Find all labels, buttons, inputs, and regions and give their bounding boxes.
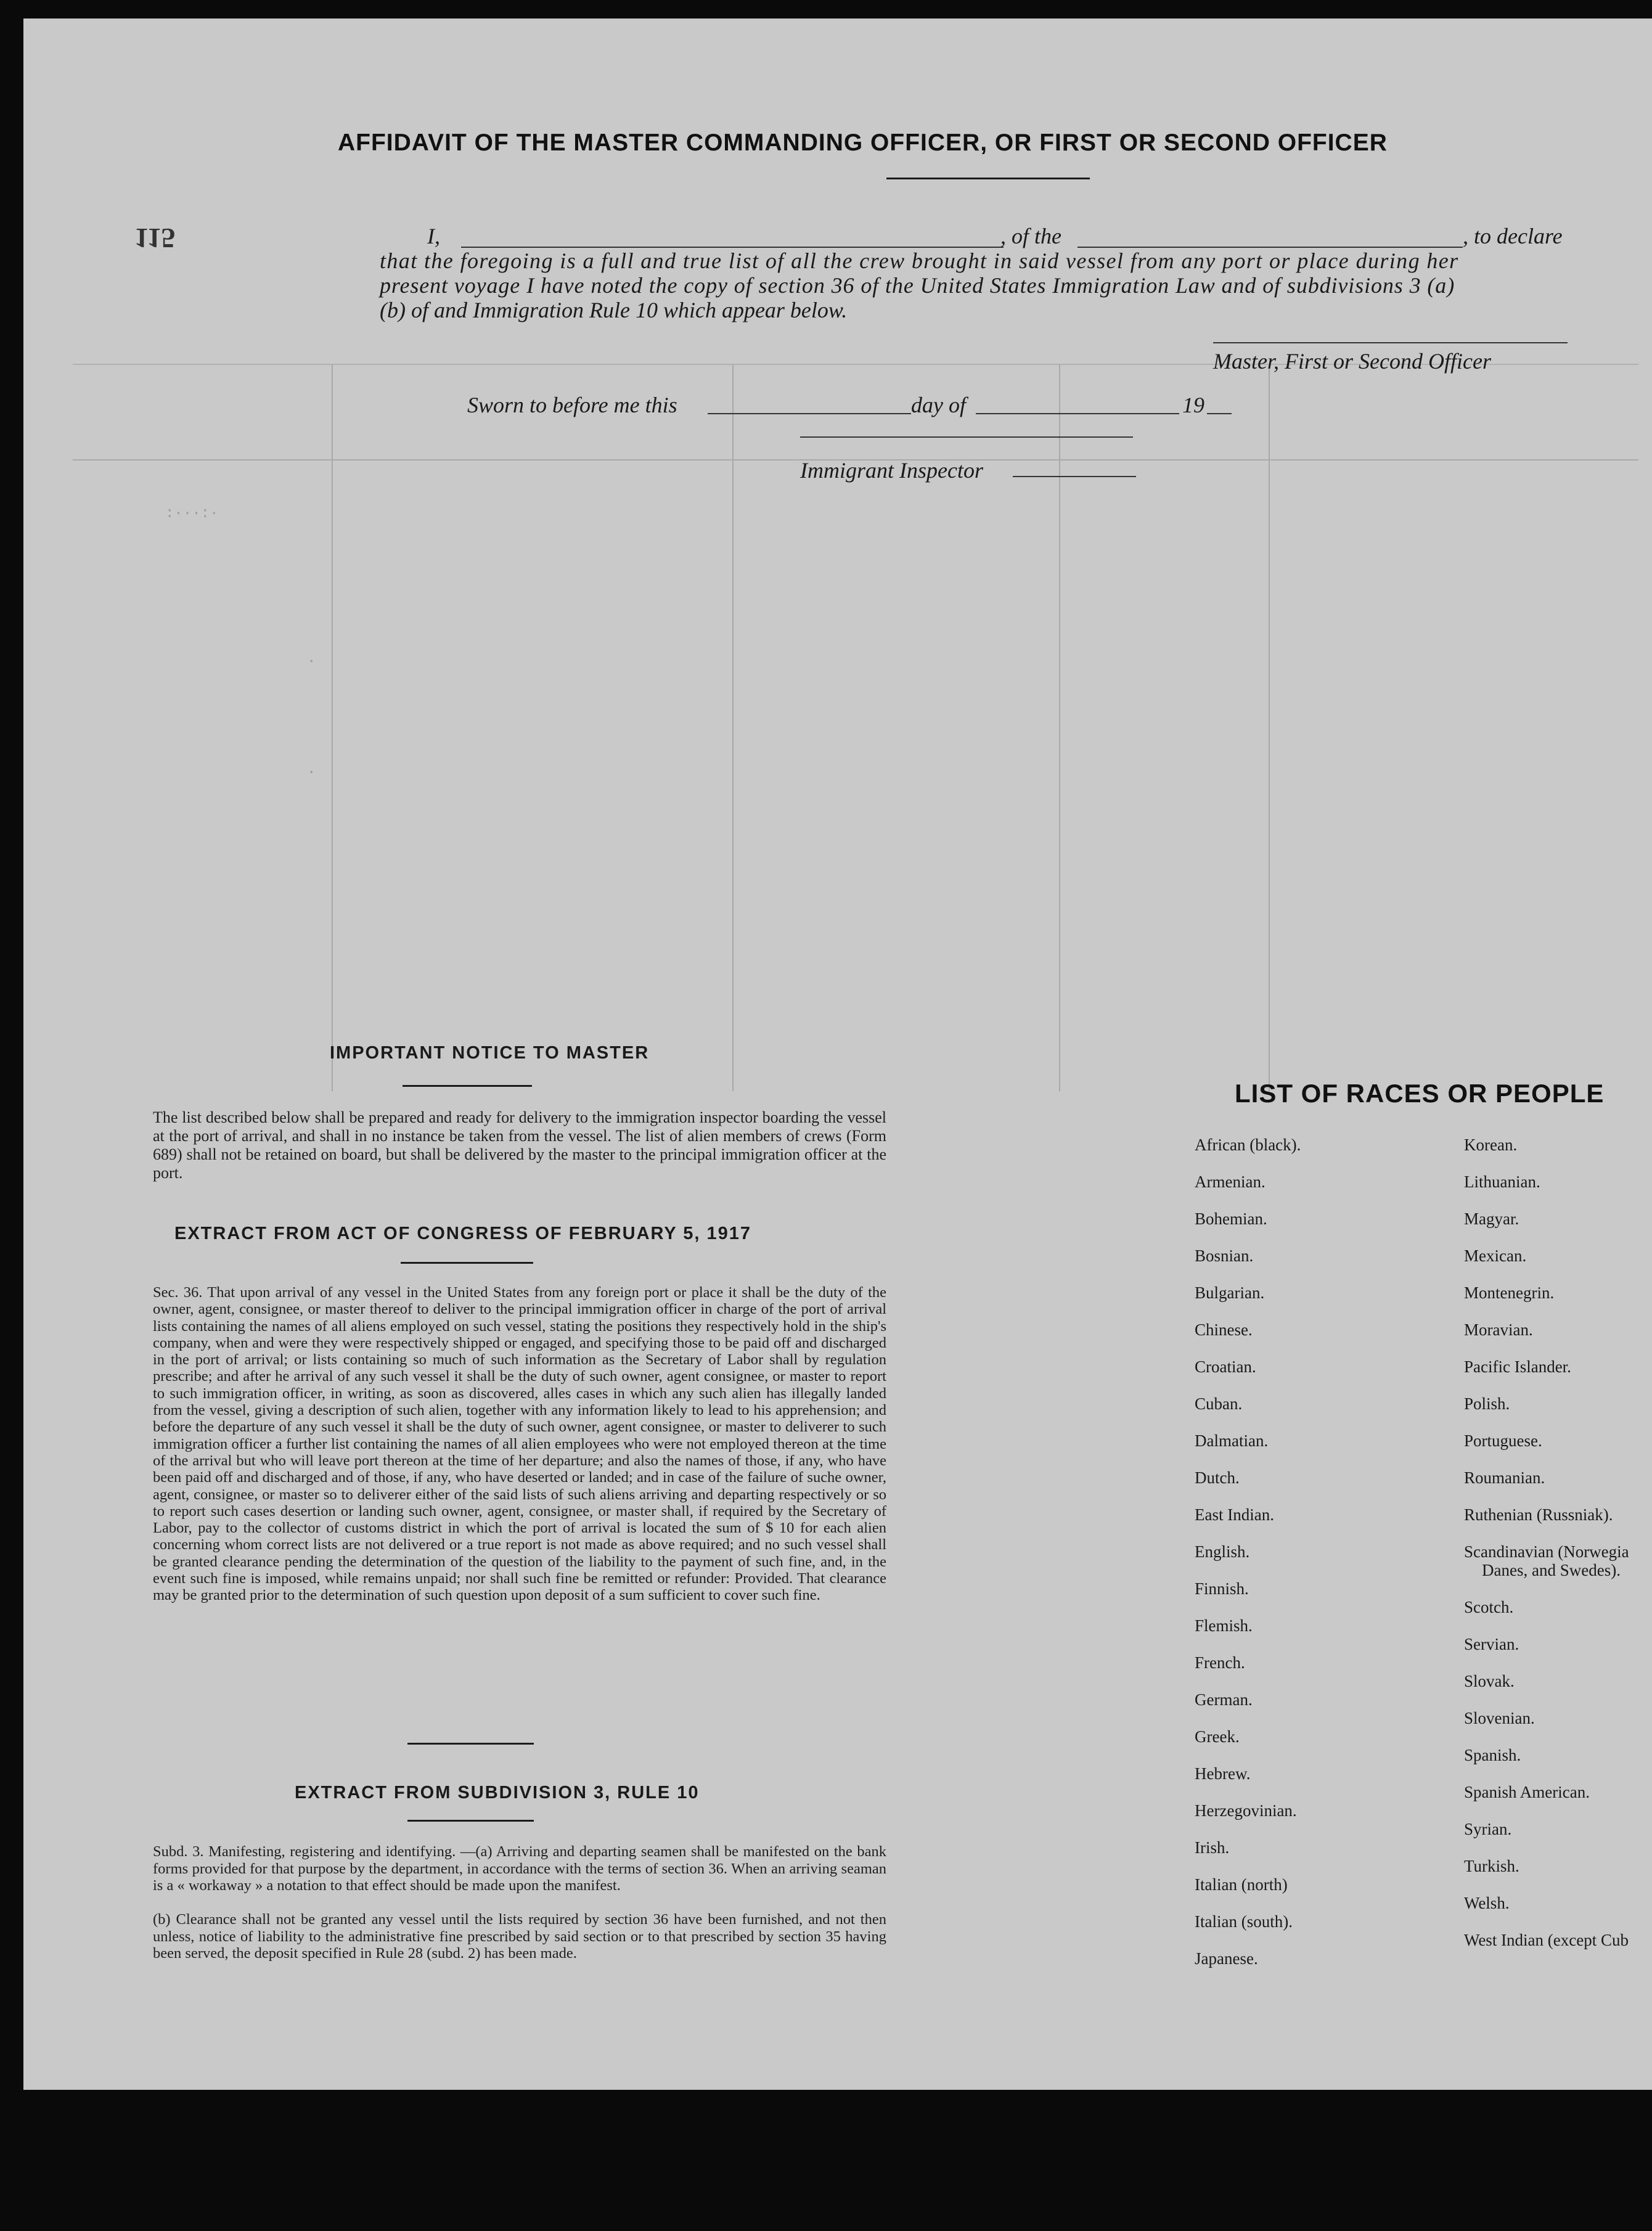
master-label: Master, First or Second Officer (1213, 349, 1491, 374)
race-item: Japanese. (1195, 1949, 1258, 1968)
race-item: Spanish American. (1464, 1783, 1590, 1801)
subdivision-text-a: Subd. 3. Manifesting, registering and identifying. —(a) Arriving and departing seamen shall be manifested on the bank forms provided for that purpose by the department, in accordance with the terms of section 36. When an arriving seaman is a « workaway » a notation to that effect should be made upon the manifest. (153, 1843, 886, 1894)
race-item: Moravian. (1464, 1320, 1533, 1339)
act-text: Sec. 36. That upon arrival of any vessel in the United States from any foreign port or place it shall be the duty of the owner, agent, consignee, or master thereof to deliver to the principal immigration officer in charge of the port of arrival lists containing the names of all aliens employed on such vessel, stating the positions they respectively hold in the ship's company, when and were they were respectively shipped or engaged, and specifying those to be paid off and discharged in the port of arrival; or lists containing so much of such information as the Secretary of Labor shall by regulation prescribe; and after he arrival of any such vessel it shall be the duty of such owner, agent consignee, or master to report to such immigration officer, in writing, as soon as discovered, alles cases in which any such alien has illegally landed from the vessel, giving a description of such alien, together with any information likely to lead to his apprehension; and before the departure of any such vessel it shall be the duty of such owner, agent consignee, or master to deliverer to such immigration officer a further list containing the names of all alien employees who were not employed thereon at the time of the arrival but who will leave port thereon at the time of her departure; and also the names of those, if any, who have been paid off and discharged and of those, if any, who have deserted or landed; and in case of the failure of suche owner, agent, consignee, or master so to deliverer either of the said lists of such aliens arriving and departing respectively or so to report such cases desertion or landing such owner, agent, consignee, or master shall, if required by the Secretary of Labor, pay to the collector of customs district in which the port of arrival is located the sum of $ 10 for each alien concerning whom correct lists are not delivered or a true report is not made as above required; and no such vessel shall be granted clearance pending the determination of the question of the liability to the payment of such fine, and, in the event such fine is imposed, while remains unpaid; nor shall such fine be remitted or refunder: Provided. That clearance may be granted prior to the determination of such question upon deposit of a sum sufficient to cover such fine. (153, 1284, 886, 1604)
race-item: German. (1195, 1690, 1253, 1709)
race-item: Croatian. (1195, 1357, 1256, 1376)
race-item: Italian (north) (1195, 1875, 1288, 1894)
affidavit-i: I, (427, 224, 440, 248)
sworn-label: Sworn to before me this (467, 393, 677, 417)
race-item: Herzegovinian. (1195, 1801, 1297, 1820)
race-item: Magyar. (1464, 1210, 1519, 1228)
race-item: Spanish. (1464, 1746, 1521, 1764)
page-number: 115 (134, 223, 176, 254)
bleed-through-text: · (307, 653, 316, 670)
race-item: Finnish. (1195, 1579, 1249, 1598)
title-underline (886, 178, 1090, 179)
affidavit-of-the: , of the (1000, 224, 1061, 248)
race-item: Lithuanian. (1464, 1173, 1540, 1191)
sworn-day-line (708, 413, 911, 414)
race-item: Slovak. (1464, 1672, 1515, 1690)
year-prefix: 19 (1182, 393, 1204, 417)
affidavit-to-declare: , to declare (1463, 224, 1563, 248)
notice-heading: IMPORTANT NOTICE TO MASTER (330, 1043, 650, 1063)
race-item-continued: Danes, and Swedes). (1482, 1561, 1621, 1579)
document-sheet (23, 18, 1652, 2090)
race-item: Chinese. (1195, 1320, 1253, 1339)
race-item: French. (1195, 1653, 1245, 1672)
race-item: Scotch. (1464, 1598, 1514, 1616)
race-item: Bohemian. (1195, 1210, 1267, 1228)
bleed-through-text: :···:· (165, 506, 219, 522)
subdivision-heading: EXTRACT FROM SUBDIVISION 3, RULE 10 (295, 1783, 700, 1803)
sworn-month-line (976, 413, 1179, 414)
race-item: Syrian. (1464, 1820, 1512, 1838)
race-item: Servian. (1464, 1635, 1519, 1653)
race-item: Dutch. (1195, 1468, 1240, 1487)
race-item: East Indian. (1195, 1505, 1274, 1524)
race-item: Montenegrin. (1464, 1283, 1555, 1302)
race-item: Irish. (1195, 1838, 1230, 1857)
race-item: Greek. (1195, 1727, 1240, 1746)
race-item: Polish. (1464, 1394, 1510, 1413)
bleed-through-text: · (307, 764, 316, 781)
race-item: Slovenian. (1464, 1709, 1535, 1727)
affidavit-title: AFFIDAVIT OF THE MASTER COMMANDING OFFICER, OR FIRST OR SECOND OFFICER (338, 129, 1388, 156)
race-item: Bulgarian. (1195, 1283, 1265, 1302)
notice-text: The list described below shall be prepared and ready for delivery to the immigration inspector boarding the vessel at the port of arrival, and shall in no instance be taken from the vessel. The list of alien members of crews (Form 689) shall not be retained on board, but shall be delivered by the master to the principal immigration officer at the port. (153, 1108, 886, 1182)
affidavit-line-4: (b) of and Immigration Rule 10 which appear below. (380, 298, 848, 322)
race-item: Welsh. (1464, 1894, 1510, 1912)
race-item: Cuban. (1195, 1394, 1243, 1413)
race-item: Mexican. (1464, 1246, 1527, 1265)
bleed-through-rule (1059, 364, 1060, 1091)
bleed-through-rule (332, 364, 333, 1091)
race-item: Italian (south). (1195, 1912, 1293, 1931)
bleed-through-rule (1269, 364, 1270, 1091)
subdivision-underline (407, 1820, 534, 1822)
race-item: Armenian. (1195, 1173, 1266, 1191)
act-bottom-rule (407, 1743, 534, 1745)
inspector-name-line (1013, 476, 1136, 477)
inspector-label: Immigrant Inspector (800, 458, 983, 483)
act-underline (401, 1262, 533, 1264)
race-item: Turkish. (1464, 1857, 1519, 1875)
race-item: West Indian (except Cub (1464, 1931, 1629, 1949)
race-item: Korean. (1464, 1136, 1518, 1154)
bleed-through-rule (732, 364, 734, 1091)
inspector-signature-line (800, 436, 1133, 438)
race-item: English. (1195, 1542, 1250, 1561)
race-item: Hebrew. (1195, 1764, 1251, 1783)
race-item: Scandinavian (Norwegia (1464, 1542, 1629, 1561)
affidavit-line-2: that the foregoing is a full and true list of all the crew brought in said vessel from any port or place during her (380, 248, 1459, 273)
race-item: African (black). (1195, 1136, 1301, 1154)
day-of-label: day of (911, 393, 966, 417)
races-heading: LIST OF RACES OR PEOPLE (1235, 1079, 1605, 1108)
act-heading: EXTRACT FROM ACT OF CONGRESS OF FEBRUARY 5, 1917 (174, 1224, 752, 1243)
race-item: Bosnian. (1195, 1246, 1254, 1265)
signature-line (1213, 342, 1568, 343)
race-item: Portuguese. (1464, 1431, 1542, 1450)
affidavit-line-3: present voyage I have noted the copy of section 36 of the United States Immigration Law and of subdivisions 3 (a) (380, 273, 1455, 298)
race-item: Ruthenian (Russniak). (1464, 1505, 1613, 1524)
race-item: Dalmatian. (1195, 1431, 1269, 1450)
race-item: Pacific Islander. (1464, 1357, 1571, 1376)
race-item: Roumanian. (1464, 1468, 1545, 1487)
race-item: Flemish. (1195, 1616, 1253, 1635)
notice-underline (403, 1085, 532, 1087)
subdivision-text-b: (b) Clearance shall not be granted any vessel until the lists required by section 36 have been furnished, and not then unless, notice of liability to the administrative fine prescribed by said section or to that prescribed by section 35 having been served, the deposit specified in Rule 28 (subd. 2) has been made. (153, 1911, 886, 1962)
year-line (1207, 413, 1232, 414)
